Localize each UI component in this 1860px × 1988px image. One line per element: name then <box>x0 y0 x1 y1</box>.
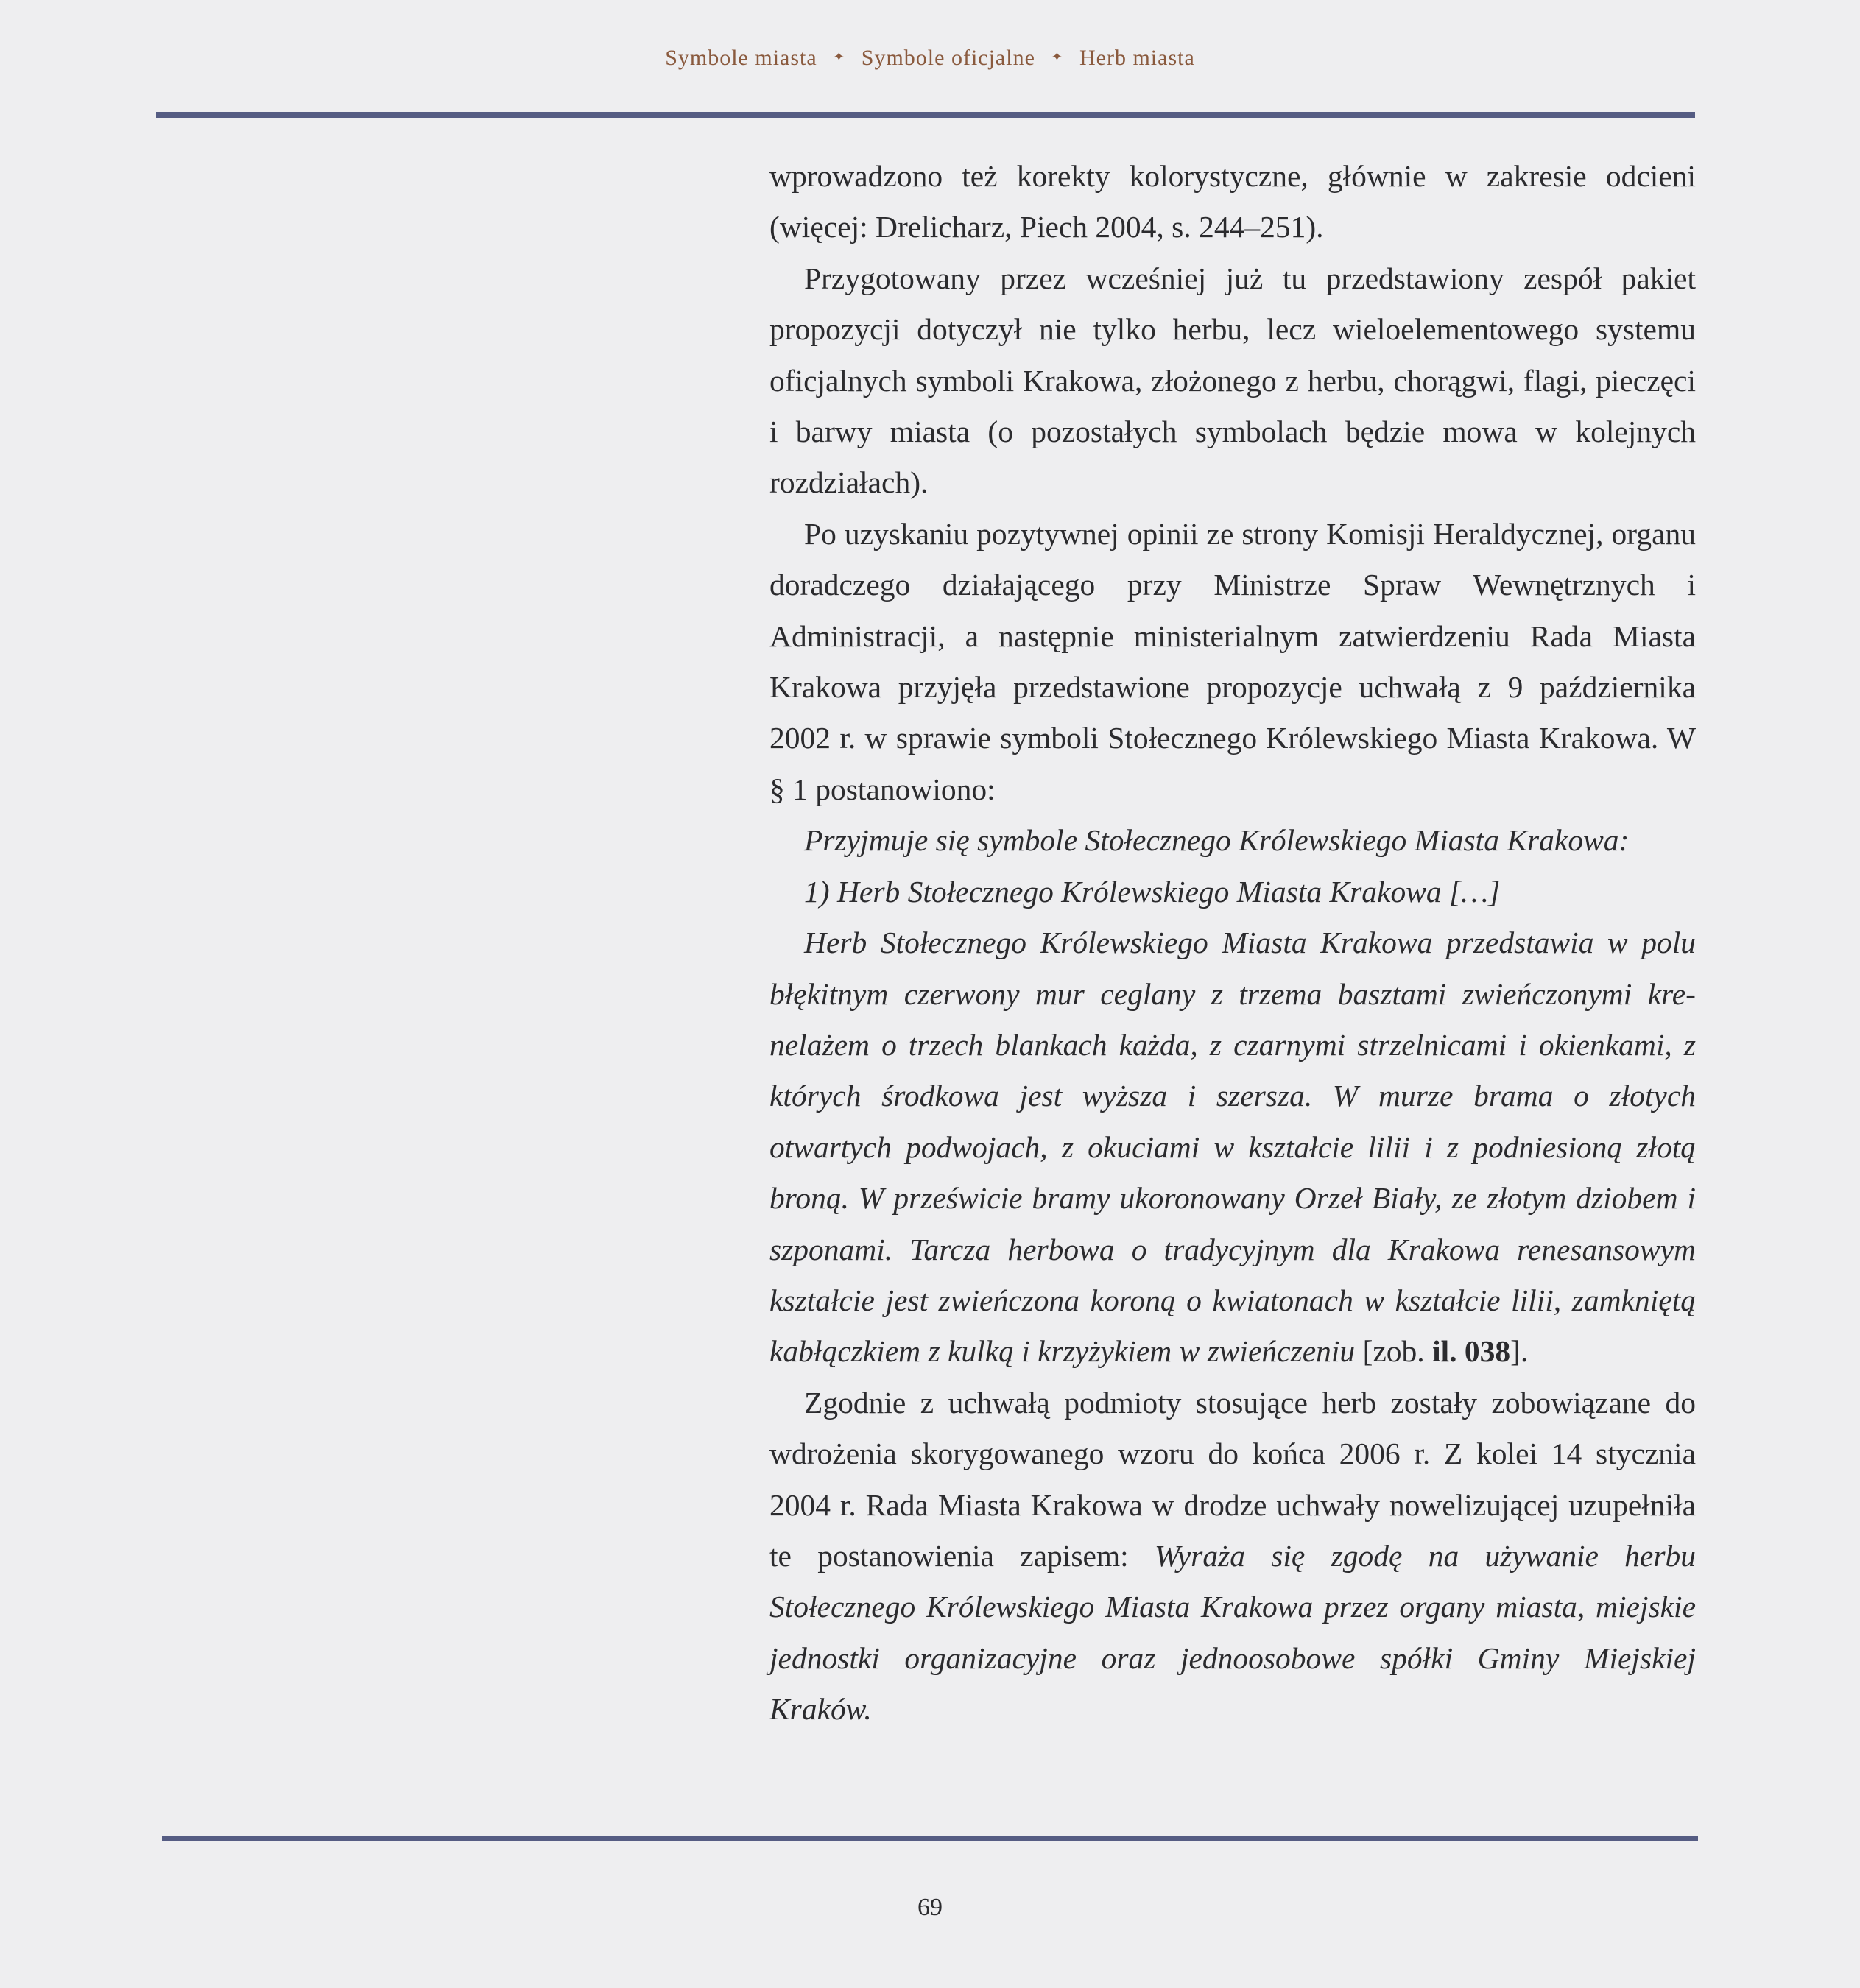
paragraph-4-text: Zgodnie z uchwałą podmioty stosujące herb zostały zobowiązane do wdrożenia skorygowanego wzoru do końca 2006 r. Z kolei 14 stycznia 2004 r. Rada Miasta Krakowa w drodze uchwały nowelizującej uzupełniła te postanowienia zapisem: <box>769 1385 1696 1573</box>
main-text-column <box>769 151 1696 1735</box>
paragraph-3: Po uzyskaniu pozytywnej opinii ze strony Komisji Heraldycznej, organu doradczego działającego przy Ministrze Spraw Wewnętrznych i Administracji, a następnie ministerialnym zatwierdzeniu Rada Miasta Krakowa przyjęła przedstawione propozycje uchwałą z 9 października 2002 r. w sprawie symboli Stołecznego Królewskiego Miasta Krakowa. W § 1 postanowiono: <box>769 516 1696 806</box>
paragraph-2: Przygotowany przez wcześniej już tu przedstawiony zespół pakiet propozycji dotyczył nie tylko herbu, lecz wieloelementowego systemu oficjalnych symboli Krakowa, złożonego z herbu, chorągwi, flagi, pieczęci i barwy miasta (o pozostałych symbolach będzie mowa w kolejnych rozdziałach). <box>769 261 1696 500</box>
diamond-separator-icon: ✦ <box>1051 49 1063 64</box>
running-header <box>0 46 1860 71</box>
paragraph-4 <box>769 1378 1696 1735</box>
figure-reference <box>1355 1334 1528 1368</box>
quote-line-2: 1) Herb Stołecznego Królewskiego Miasta Krakowa […] <box>804 874 1501 909</box>
bottom-rule-divider <box>162 1836 1698 1841</box>
quote-line-1: Przyjmuje się symbole Stołecznego Królewskiego Miasta Krakowa: <box>804 823 1630 858</box>
breadcrumb-herb-miasta: Herb miasta <box>1079 46 1195 70</box>
page-number: 69 <box>917 1894 943 1921</box>
breadcrumb-symbole-miasta: Symbole miasta <box>665 46 817 70</box>
top-rule-divider <box>156 112 1695 118</box>
diamond-separator-icon: ✦ <box>833 49 845 64</box>
figure-ref-label: il. 038 <box>1432 1334 1511 1369</box>
paragraph-1: wprowadzono też korekty kolorystyczne, głównie w zakresie odcieni (więcej: Drelicharz, Piech 2004, s. 244–251). <box>769 159 1696 244</box>
breadcrumb-symbole-oficjalne: Symbole oficjalne <box>861 46 1035 70</box>
figure-ref-open: [zob. <box>1355 1334 1433 1369</box>
paragraph-4-quote: Wyraża się zgodę na używanie herbu Stołecznego Królewskiego Miasta Krakowa przez organy miasta, miejskie jednostki organizacyjne oraz jednoosobowe spółki Gminy Miejskiej Kraków. <box>769 1538 1697 1727</box>
quote-herb-text: Herb Stołecznego Królewskiego Miasta Krakowa przedstawia w polu błękitnym czerwony mur ceglany z trzema basztami zwieńczonymi krenelażem o trzech blankach każda, z czarnymi strzelnicami i okienkami, z których środkowa jest wyższa i szersza. W murze brama o złotych otwartych podwojach, z okuciami w kształcie lilii i z podniesioną złotą broną. W prześwicie bramy ukoronowany Orzeł Biały, ze złotym dziobem i szponami. Tarcza herbowa o tradycyjnym dla Krakowa renesansowym kształcie jest zwieńczona koroną o kwiatonach w kształcie lilii, zamkniętą kabłączkiem z kulką i krzyżykiem w zwieńczeniu <box>769 926 1696 1369</box>
figure-ref-close: ]. <box>1510 1334 1529 1369</box>
quote-herb-description <box>769 917 1696 1378</box>
